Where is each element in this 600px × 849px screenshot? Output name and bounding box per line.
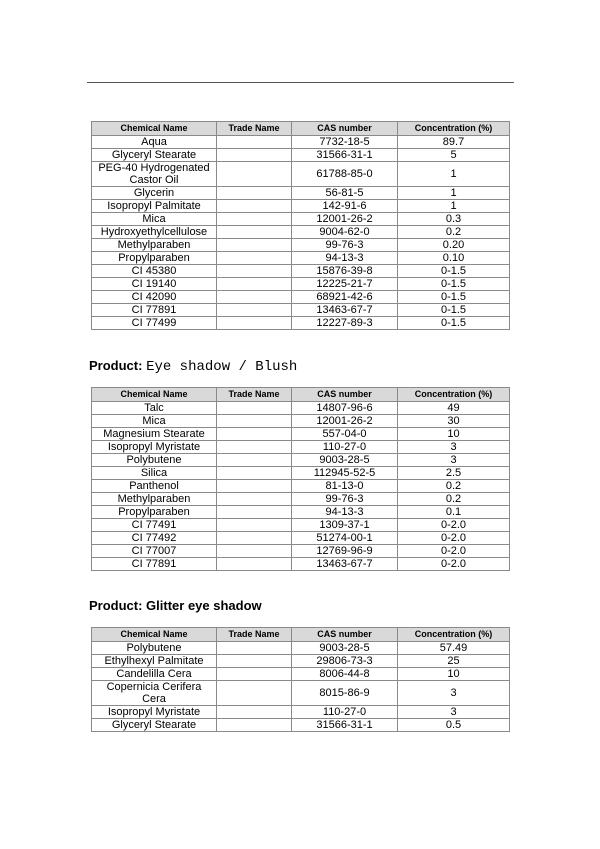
table-row xyxy=(92,441,510,454)
chemical-name-cell: Propylparaben xyxy=(92,506,217,519)
cas-number-cell: 15876-39-8 xyxy=(292,265,398,278)
table-row xyxy=(92,162,510,187)
trade-name-cell xyxy=(217,558,292,571)
concentration-cell: 57.49 xyxy=(398,642,510,655)
trade-name-cell xyxy=(217,278,292,291)
chemical-name-cell: Methylparaben xyxy=(92,493,217,506)
concentration-cell: 3 xyxy=(398,441,510,454)
trade-name-cell xyxy=(217,467,292,480)
table-row xyxy=(92,558,510,571)
table-row xyxy=(92,239,510,252)
chemical-name-cell: Mica xyxy=(92,213,217,226)
table-row xyxy=(92,226,510,239)
cas-number-cell: 51274-00-1 xyxy=(292,532,398,545)
header-concentration: Concentration (%) xyxy=(398,388,510,402)
header-concentration: Concentration (%) xyxy=(398,628,510,642)
chemical-name-cell: CI 77891 xyxy=(92,304,217,317)
formulation-table-glitter xyxy=(91,627,510,732)
table-row xyxy=(92,545,510,558)
cas-number-cell: 12225-21-7 xyxy=(292,278,398,291)
trade-name-cell xyxy=(217,415,292,428)
table-row xyxy=(92,681,510,706)
table-body xyxy=(92,402,510,571)
chemical-name-cell: Glycerin xyxy=(92,187,217,200)
concentration-cell: 0-1.5 xyxy=(398,265,510,278)
chemical-name-cell: Isopropyl Palmitate xyxy=(92,200,217,213)
cas-number-cell: 99-76-3 xyxy=(292,493,398,506)
table-row xyxy=(92,136,510,149)
trade-name-cell xyxy=(217,187,292,200)
trade-name-cell xyxy=(217,252,292,265)
table-row xyxy=(92,454,510,467)
chemical-name-cell: Propylparaben xyxy=(92,252,217,265)
concentration-cell: 3 xyxy=(398,706,510,719)
table-row xyxy=(92,493,510,506)
concentration-cell: 0-2.0 xyxy=(398,558,510,571)
table-row xyxy=(92,642,510,655)
table-body xyxy=(92,136,510,330)
trade-name-cell xyxy=(217,317,292,330)
table-header-row xyxy=(92,122,510,136)
chemical-name-cell: CI 45380 xyxy=(92,265,217,278)
concentration-cell: 0.2 xyxy=(398,493,510,506)
table-row xyxy=(92,265,510,278)
table-row xyxy=(92,278,510,291)
table-row xyxy=(92,519,510,532)
trade-name-cell xyxy=(217,162,292,187)
cas-number-cell: 68921-42-6 xyxy=(292,291,398,304)
concentration-cell: 10 xyxy=(398,668,510,681)
header-chemical-name: Chemical Name xyxy=(92,628,217,642)
formulation-table-eye-shadow xyxy=(91,387,510,571)
concentration-cell: 0-2.0 xyxy=(398,519,510,532)
table-row xyxy=(92,304,510,317)
concentration-cell: 3 xyxy=(398,681,510,706)
concentration-cell: 0.10 xyxy=(398,252,510,265)
table-row xyxy=(92,428,510,441)
table-row xyxy=(92,149,510,162)
header-trade-name: Trade Name xyxy=(217,628,292,642)
cas-number-cell: 99-76-3 xyxy=(292,239,398,252)
concentration-cell: 0-2.0 xyxy=(398,545,510,558)
cas-number-cell: 9003-28-5 xyxy=(292,454,398,467)
trade-name-cell xyxy=(217,200,292,213)
concentration-cell: 5 xyxy=(398,149,510,162)
header-chemical-name: Chemical Name xyxy=(92,122,217,136)
chemical-name-cell: Ethylhexyl Palmitate xyxy=(92,655,217,668)
chemical-name-cell: CI 77492 xyxy=(92,532,217,545)
table-row xyxy=(92,668,510,681)
trade-name-cell xyxy=(217,519,292,532)
chemical-name-cell: Methylparaben xyxy=(92,239,217,252)
header-cas-number: CAS number xyxy=(292,628,398,642)
table-header-row xyxy=(92,388,510,402)
trade-name-cell xyxy=(217,668,292,681)
chemical-name-cell: Mica xyxy=(92,415,217,428)
chemical-name-cell: Glyceryl Stearate xyxy=(92,149,217,162)
cas-number-cell: 12769-96-9 xyxy=(292,545,398,558)
table-row xyxy=(92,317,510,330)
table-row xyxy=(92,655,510,668)
cas-number-cell: 7732-18-5 xyxy=(292,136,398,149)
chemical-name-cell: PEG-40 Hydrogenated Castor Oil xyxy=(92,162,217,187)
cas-number-cell: 9004-62-0 xyxy=(292,226,398,239)
trade-name-cell xyxy=(217,136,292,149)
table-row xyxy=(92,187,510,200)
concentration-cell: 0.3 xyxy=(398,213,510,226)
concentration-cell: 0.20 xyxy=(398,239,510,252)
trade-name-cell xyxy=(217,706,292,719)
concentration-cell: 30 xyxy=(398,415,510,428)
table-row xyxy=(92,213,510,226)
cas-number-cell: 12001-26-2 xyxy=(292,415,398,428)
cas-number-cell: 29806-73-3 xyxy=(292,655,398,668)
header-trade-name: Trade Name xyxy=(217,388,292,402)
cas-number-cell: 1309-37-1 xyxy=(292,519,398,532)
concentration-cell: 0.1 xyxy=(398,506,510,519)
cas-number-cell: 557-04-0 xyxy=(292,428,398,441)
chemical-name-cell: Magnesium Stearate xyxy=(92,428,217,441)
chemical-name-cell: Talc xyxy=(92,402,217,415)
cas-number-cell: 81-13-0 xyxy=(292,480,398,493)
cas-number-cell: 56-81-5 xyxy=(292,187,398,200)
cas-number-cell: 13463-67-7 xyxy=(292,304,398,317)
cas-number-cell: 8015-86-9 xyxy=(292,681,398,706)
chemical-name-cell: Panthenol xyxy=(92,480,217,493)
table-row xyxy=(92,415,510,428)
table-row xyxy=(92,532,510,545)
cas-number-cell: 14807-96-6 xyxy=(292,402,398,415)
chemical-name-cell: CI 42090 xyxy=(92,291,217,304)
concentration-cell: 10 xyxy=(398,428,510,441)
chemical-name-cell: Candelilla Cera xyxy=(92,668,217,681)
chemical-name-cell: Copernicia Cerifera Cera xyxy=(92,681,217,706)
concentration-cell: 0.5 xyxy=(398,719,510,732)
table-row xyxy=(92,467,510,480)
cas-number-cell: 13463-67-7 xyxy=(292,558,398,571)
chemical-name-cell: Isopropyl Myristate xyxy=(92,706,217,719)
chemical-name-cell: CI 77891 xyxy=(92,558,217,571)
table-row xyxy=(92,506,510,519)
trade-name-cell xyxy=(217,149,292,162)
trade-name-cell xyxy=(217,265,292,278)
cas-number-cell: 31566-31-1 xyxy=(292,149,398,162)
header-cas-number: CAS number xyxy=(292,122,398,136)
concentration-cell: 0-1.5 xyxy=(398,317,510,330)
chemical-name-cell: CI 19140 xyxy=(92,278,217,291)
trade-name-cell xyxy=(217,545,292,558)
trade-name-cell xyxy=(217,428,292,441)
concentration-cell: 1 xyxy=(398,162,510,187)
table-row xyxy=(92,719,510,732)
header-concentration: Concentration (%) xyxy=(398,122,510,136)
cas-number-cell: 12227-89-3 xyxy=(292,317,398,330)
trade-name-cell xyxy=(217,480,292,493)
chemical-name-cell: Polybutene xyxy=(92,642,217,655)
concentration-cell: 89.7 xyxy=(398,136,510,149)
product-heading-glitter xyxy=(89,598,262,613)
table-row xyxy=(92,480,510,493)
cas-number-cell: 94-13-3 xyxy=(292,506,398,519)
concentration-cell: 3 xyxy=(398,454,510,467)
product-heading-eye-shadow xyxy=(89,358,297,375)
cas-number-cell: 110-27-0 xyxy=(292,441,398,454)
concentration-cell: 0.2 xyxy=(398,226,510,239)
table-row xyxy=(92,200,510,213)
trade-name-cell xyxy=(217,213,292,226)
trade-name-cell xyxy=(217,506,292,519)
trade-name-cell xyxy=(217,402,292,415)
header-rule xyxy=(87,82,514,83)
chemical-name-cell: CI 77499 xyxy=(92,317,217,330)
chemical-name-cell: Hydroxyethylcellulose xyxy=(92,226,217,239)
trade-name-cell xyxy=(217,719,292,732)
concentration-cell: 0-2.0 xyxy=(398,532,510,545)
concentration-cell: 0-1.5 xyxy=(398,291,510,304)
table-row xyxy=(92,402,510,415)
trade-name-cell xyxy=(217,642,292,655)
header-chemical-name: Chemical Name xyxy=(92,388,217,402)
concentration-cell: 1 xyxy=(398,200,510,213)
chemical-name-cell: Isopropyl Myristate xyxy=(92,441,217,454)
trade-name-cell xyxy=(217,239,292,252)
table-body xyxy=(92,642,510,732)
cas-number-cell: 12001-26-2 xyxy=(292,213,398,226)
trade-name-cell xyxy=(217,532,292,545)
trade-name-cell xyxy=(217,681,292,706)
concentration-cell: 0.2 xyxy=(398,480,510,493)
trade-name-cell xyxy=(217,291,292,304)
table-row xyxy=(92,706,510,719)
formulation-table-1 xyxy=(91,121,510,330)
table-row xyxy=(92,291,510,304)
concentration-cell: 0-1.5 xyxy=(398,304,510,317)
chemical-name-cell: Glyceryl Stearate xyxy=(92,719,217,732)
cas-number-cell: 112945-52-5 xyxy=(292,467,398,480)
concentration-cell: 1 xyxy=(398,187,510,200)
concentration-cell: 0-1.5 xyxy=(398,278,510,291)
table-header-row xyxy=(92,628,510,642)
trade-name-cell xyxy=(217,441,292,454)
product-label: Product: Glitter eye shadow xyxy=(89,598,262,613)
concentration-cell: 49 xyxy=(398,402,510,415)
chemical-name-cell: Aqua xyxy=(92,136,217,149)
chemical-name-cell: CI 77491 xyxy=(92,519,217,532)
trade-name-cell xyxy=(217,493,292,506)
cas-number-cell: 142-91-6 xyxy=(292,200,398,213)
cas-number-cell: 110-27-0 xyxy=(292,706,398,719)
concentration-cell: 25 xyxy=(398,655,510,668)
cas-number-cell: 9003-28-5 xyxy=(292,642,398,655)
trade-name-cell xyxy=(217,304,292,317)
cas-number-cell: 61788-85-0 xyxy=(292,162,398,187)
trade-name-cell xyxy=(217,226,292,239)
trade-name-cell xyxy=(217,655,292,668)
trade-name-cell xyxy=(217,454,292,467)
cas-number-cell: 31566-31-1 xyxy=(292,719,398,732)
chemical-name-cell: CI 77007 xyxy=(92,545,217,558)
table-row xyxy=(92,252,510,265)
concentration-cell: 2.5 xyxy=(398,467,510,480)
product-name: Eye shadow / Blush xyxy=(146,359,298,375)
header-trade-name: Trade Name xyxy=(217,122,292,136)
product-label: Product: xyxy=(89,358,143,373)
cas-number-cell: 94-13-3 xyxy=(292,252,398,265)
header-cas-number: CAS number xyxy=(292,388,398,402)
chemical-name-cell: Silica xyxy=(92,467,217,480)
cas-number-cell: 8006-44-8 xyxy=(292,668,398,681)
chemical-name-cell: Polybutene xyxy=(92,454,217,467)
